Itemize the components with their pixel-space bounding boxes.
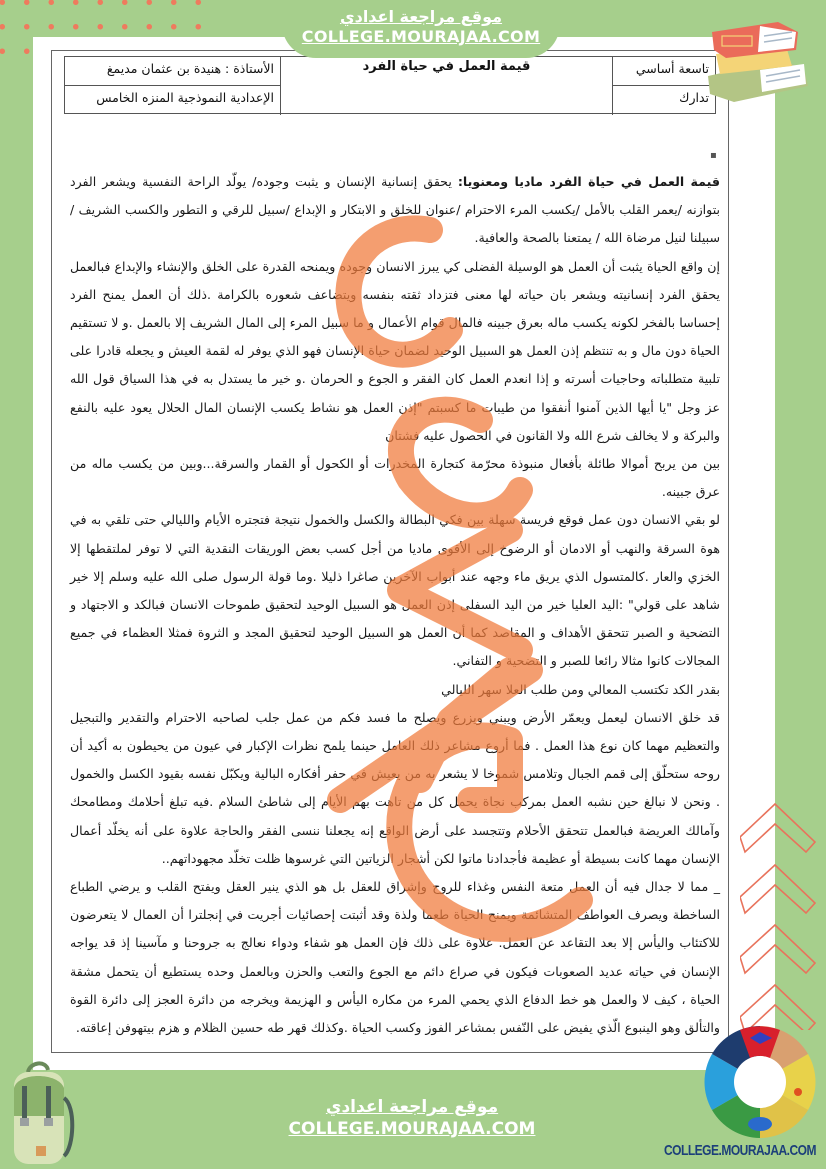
wheel-caption-url[interactable]: COLLEGE.MOURAJAA.COM <box>664 1141 816 1159</box>
site-banner-url[interactable]: COLLEGE.MOURAJAA.COM <box>288 1119 536 1139</box>
document-title: قيمة العمل في حياة الفرد <box>281 57 613 115</box>
site-banner-bottom[interactable] <box>262 1075 562 1169</box>
stray-mark: ▪ <box>710 150 717 161</box>
site-banner-arabic[interactable]: موقع مراجعة اعدادي <box>325 1097 499 1117</box>
paragraph: _ مما لا جدال فيه أن العمل متعة النفس وغذاء للروح وإشراق للعقل بل هو الذي ينير العقل ويفتح القلب و يرضي الطباع الساخطة ويصرف العواطف المتشائمة ويمنح الحياة طعما ولذة وقد أثبتت إحصائيات أجريت في إنجلترا أن العمال لا يتعرضون للاكتئاب واليأس إلا بعد التقاعد عن العمل. علاوة على ذلك فإن العمل هو شفاء ودواء نعالج به جروحنا و مآسينا إذ قد يواجه الإنسان في حياته عديد الصعوبات فيكون في صراع دائم مع الجوع والتعب والحزن وبالعمل وحده يستطيع أن يتحمل مشقة الحياة ، كيف لا والعمل هو خط الدفاع الذي يحمي المرء من مكاره اليأس و الهزيمة ويخرجه من دائرة العجز إلى دائرة القوة والتألق وهو الينبوع الّذي يفيض على النّفس بمشاعر الفوز وكسب الحياة .وكذلك قهر طه حسين الظلام و هزم بيتهوفن إعاقته. <box>70 879 720 1036</box>
subjects-wheel-logo <box>700 1022 820 1142</box>
paragraph: لو بقي الانسان دون عمل فوقع فريسة سهلة بين فكي البطالة والكسل والخمول نتيجة فتجتره الأيام والليالي حتى تلقي به في هوة السرقة والنهب أو الادمان أو الرضوخ إلى الأقوى ماديا من أجل كسب بعض الوريقات النقدية التي لا توفر لملتقطها إلا الخزي والعار .كالمتسول الذي يريق ماء وجهه عند أبواب الآخرين صاغرا ذليلا .وما قولة الرسول صلى الله عليه وسلم إلا خير شاهد على قولي" :اليد العليا خير من اليد السفلى إذن العمل هو السبيل الوحيد لتحقيق طموحات الانسان فبالكد و الاجتهاد و التضحية و الصبر تتحقق الأهداف و المقاصد كما أن العمل هو السبيل الوحيد لتحقيق المجد و الثروة فمثلا العظماء في جميع المجالات كانوا مثالا رائعا للصبر و التضحية و التفاني. <box>70 512 720 669</box>
paragraph: بقدر الكد تكتسب المعالي ومن طلب العلا سهر الليالي <box>441 681 720 697</box>
chevron-decoration-icon <box>740 790 826 1030</box>
paragraph: قيمة العمل في حياة الفرد ماديا ومعنويا: يحقق إنسانية الإنسان و يثبت وجوده/ يولّد الراحة النفسية ويشعر الفرد بتوازنه /يعمر القلب بالأمل /يكسب المرء الاحترام /عنوان للخلق و الابتكار و الإبداع /سبيل للرقي و التطور والكسب الشريف / سبيلنا لنيل مرضاة الله / يمتعنا بالصحة والعافية. <box>70 174 720 246</box>
session-type: تدارك <box>679 90 709 105</box>
paragraph-heading: قيمة العمل في حياة الفرد ماديا ومعنويا: <box>457 174 720 189</box>
teacher-name: الأستاذة : هنيدة بن عثمان مديمغ <box>65 57 281 86</box>
school-name: الإعدادية النموذجية المنزه الخامس <box>65 86 281 115</box>
header-table <box>64 56 716 114</box>
document-body <box>70 168 720 1042</box>
grade-level: تاسعة أساسي <box>613 57 715 86</box>
paragraph: بين من يربح أموالا طائلة بأفعال منبوذة محرّمة كتجارة المخدرات أو الكحول أو القمار والسرقة...وبين من يكسب ماله من عرق جبينه. <box>70 456 720 500</box>
site-banner-arabic[interactable]: موقع مراجعة اعدادي <box>339 7 503 26</box>
site-banner-top[interactable] <box>282 0 560 58</box>
books-stack-icon <box>700 12 820 102</box>
paragraph: إن واقع الحياة يثبت أن العمل هو الوسيلة الفضلى كي يبرز الانسان وجوده ويمنحه القدرة على الخلق والإنشاء والإبداع فبالعمل يحقق الفرد إنسانيته ويشعر بان حياته لها معنى فتزداد ثقته بنفسه ويتضاعف شعوره بالكرامة .ذلك أن العمل يمنح الفرد إحساسا بالفخر لكونه يكسب ماله بعرق جبينه فالمال قوام الأعمال و ما سبيل المرء إلى المال الشريف إلا بالعمل .و لا تستقيم الحياة دون مال و به تنتظم إذن العمل هو السبيل الوحيد لضمان حياة الإنسان فهو الذي يوفر له لقمة العيش و يجعله قادرا على تلبية متطلباته وحاجيات أسرته و إذا انعدم العمل كان الفقر و الجوع و الحرمان .و خير ما يستدل به في هذا السياق قول الله عز وجل "يا أيها الذين آمنوا أنفقوا من طيبات ما كسبتم "إذن العمل هو نشاط يكسب الإنسان المال الحلال يعود عليه بالنفع والبركة و لا يخالف شرع الله ولا القانون في الحصول عليه فشتان <box>70 258 720 443</box>
site-banner-url[interactable]: COLLEGE.MOURAJAA.COM <box>301 27 541 46</box>
paragraph: قد خلق الانسان ليعمل ويعمّر الأرض ويبني ويزرع ويصلح ما فسد فكم من عمل جلب لصاحبه الاحترام والتقدير والتبجيل والتعظيم مهما كان نوع هذا العمل . فما أروع مشاعر ذلك العامل حينما يلمح نظرات الإكبار في عيون من يحيطون به أكيد أن روحه ستحلّق إلى قمم الجبال وتلامس شموخا لا يشعر به من يعيش في حفر أفكاره البالية ويكبّل نفسه بقيود الكسل والخمول . ونحن لا نبالغ حين نشبه العمل بمركب نجاة يحمل كل من تاهت بهم الأيام إلى شاطئ السلام .فيه تبلغ أحلامك ومطامحك وآمالك العريضة فبالعمل تتحقق الأحلام وتتجسد على أرض الواقع إنه يجعلنا ننسى الفقر والحاجة علاوة على أنه يخلّد أعمال الإنسان مهما كانت بسيطة أو عظيمة فأجدادنا ماتوا لكن أشجار الزياتين التي غرسوها ظلت تخلّد مجهوداتهم.. <box>70 709 720 866</box>
backpack-icon <box>8 1058 78 1168</box>
